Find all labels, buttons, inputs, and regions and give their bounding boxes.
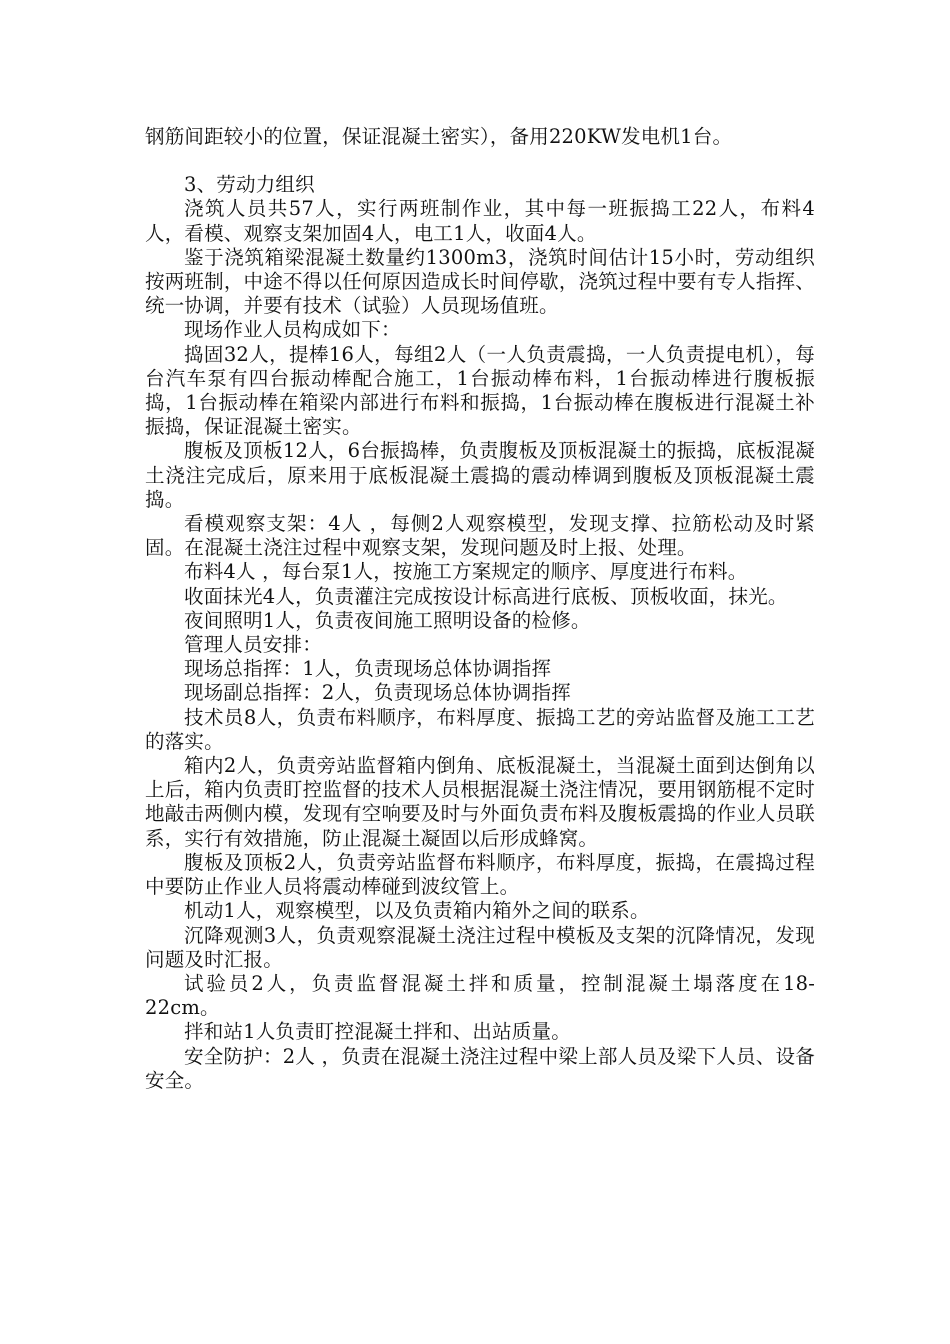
paragraph-web-top-plate: 腹板及顶板12人，6台振捣棒，负责腹板及顶板混凝土的振捣，底板混凝土浇注完成后，原来用于底板混凝土震捣的震动棒调到腹板及顶板混凝土震捣。 bbox=[145, 439, 815, 511]
paragraph-web-top-supervision: 腹板及顶板2人，负责旁站监督布料顺序，布料厚度，振捣，在震捣过程中要防止作业人员将震动棒碰到波纹管上。 bbox=[145, 850, 815, 899]
paragraph-night-lighting: 夜间照明1人，负责夜间施工照明设备的检修。 bbox=[184, 608, 591, 632]
paragraph-inside-box: 箱内2人，负责旁站监督箱内倒角、底板混凝土，当混凝土面到达倒角以上后，箱内负责盯控监督的技术人员根据混凝土浇注情况，要用钢筋棍不定时地敲击两侧内模，发现有空响要及时与外面负责布料及腹板震捣的作业人员联系，实行有效措施，防止混凝土凝固以后形成蜂窝。 bbox=[145, 754, 815, 850]
paragraph-settlement: 沉降观测3人，负责观察混凝土浇注过程中模板及支架的沉降情况，发现问题及时汇报。 bbox=[145, 923, 815, 971]
paragraph-technicians: 技术员8人，负责布料顺序，布料厚度、振捣工艺的旁站监督及施工工艺的落实。 bbox=[145, 705, 815, 753]
paragraph-formwork-watch: 看模观察支架：4人 ，每侧2人观察模型，发现支撑、拉筋松动及时紧固。在混凝土浇注过程中观察支架，发现问题及时上报、处理。 bbox=[145, 512, 815, 560]
paragraph-mobile: 机动1人，观察模型，以及负责箱内箱外之间的联系。 bbox=[184, 899, 650, 923]
paragraph-chief-commander: 现场总指挥：1人，负责现场总体协调指挥 bbox=[184, 657, 552, 681]
section-heading-labor-organization: 3、劳动力组织 bbox=[184, 173, 315, 197]
paragraph-safety: 安全防护：2人 ，负责在混凝土浇注过程中梁上部人员及梁下人员、设备安全。 bbox=[145, 1044, 815, 1092]
paragraph-surface-finishing: 收面抹光4人，负责灌注完成按设计标高进行底板、顶板收面，抹光。 bbox=[184, 584, 788, 608]
paragraph-mixing-station: 拌和站1人负责盯控混凝土拌和、出站质量。 bbox=[184, 1020, 571, 1044]
paragraph-continuation: 钢筋间距较小的位置，保证混凝土密实），备用220KW发电机1台。 bbox=[145, 125, 733, 148]
paragraph-pouring-staff: 浇筑人员共57人，实行两班制作业，其中每一班振捣工22人，布料4人，看模、观察支架加固4人，电工1人，收面4人。 bbox=[145, 197, 815, 245]
paragraph-management-heading: 管理人员安排： bbox=[184, 633, 322, 657]
paragraph-onsite-staff-intro: 现场作业人员构成如下： bbox=[184, 318, 401, 342]
paragraph-shift-arrangement: 鉴于浇筑箱梁混凝土数量约1300m3，浇筑时间估计15小时，劳动组织按两班制，中途不得以任何原因造成长时间停歇，浇筑过程中要有专人指挥、统一协调，并要有技术（试验）人员现场值班。 bbox=[145, 245, 815, 318]
document-body bbox=[145, 125, 815, 1093]
paragraph-distribution: 布料4人 ，每台泵1人，按施工方案规定的顺序、厚度进行布料。 bbox=[184, 560, 748, 584]
paragraph-deputy-commander: 现场副总指挥：2人，负责现场总体协调指挥 bbox=[184, 681, 571, 705]
paragraph-tamping: 捣固32人，提棒16人，每组2人（一人负责震捣，一人负责提电机），每台汽车泵有四台振动棒配合施工，1台振动棒布料，1台振动棒进行腹板振捣，1台振动棒在箱梁内部进行布料和振捣，1台振动棒在腹板进行混凝土补振捣，保证混凝土密实。 bbox=[145, 342, 815, 439]
paragraph-tester: 试验员2人，负责监督混凝土拌和质量，控制混凝土塌落度在18-22cm。 bbox=[145, 971, 815, 1020]
